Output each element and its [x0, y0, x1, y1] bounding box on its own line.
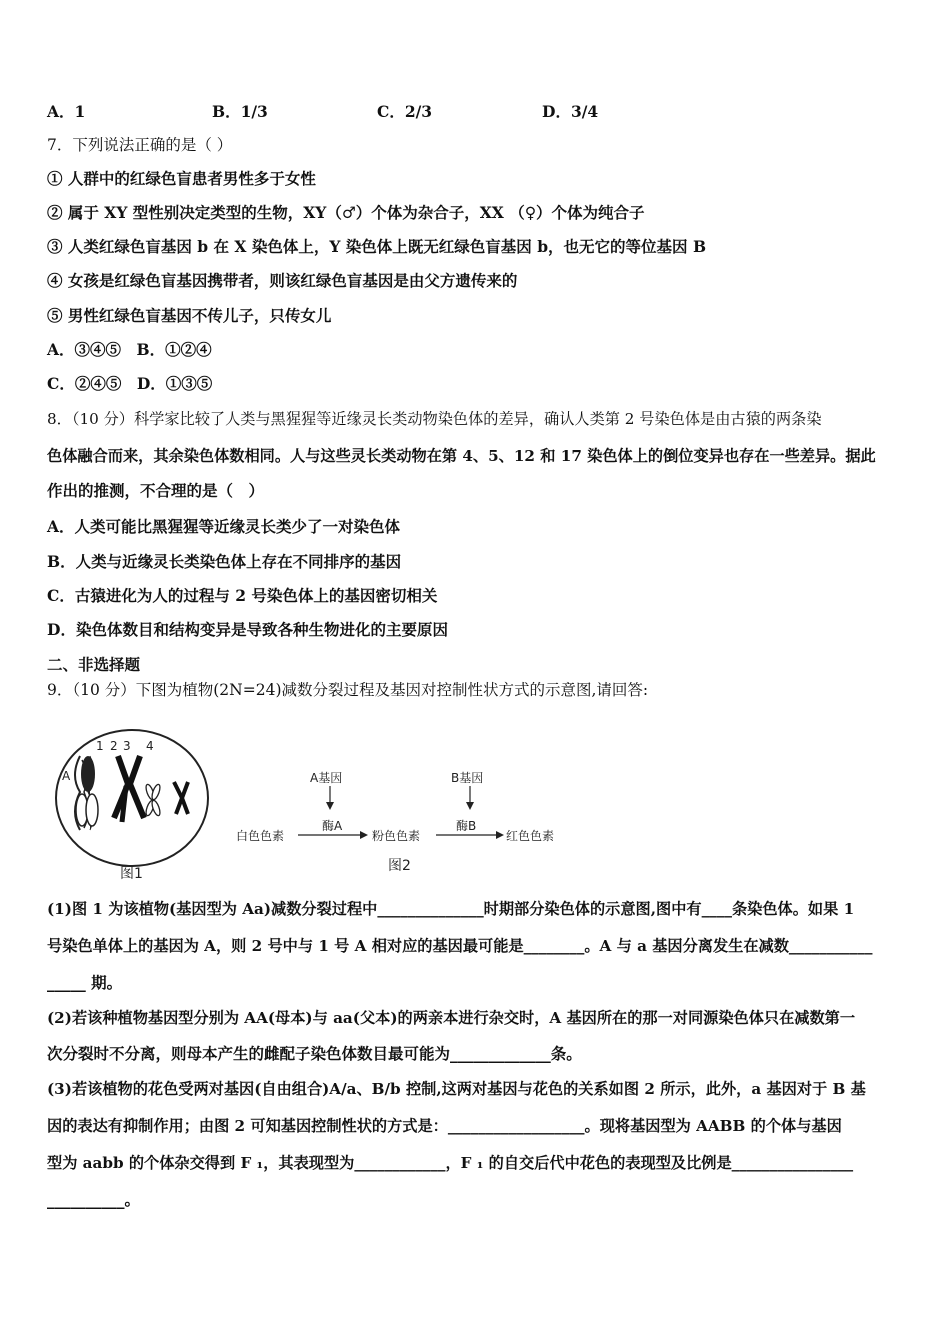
reaction-arrowhead-2	[496, 831, 504, 839]
q6-option-a: A．1	[47, 102, 86, 121]
white-pigment: 白色色素	[236, 829, 285, 843]
q7-item-3: ③ 人类红绿色盲基因 b 在 X 染色体上，Y 染色体上既无红绿色盲基因 b，也无它的等位基因 B	[47, 237, 707, 256]
q9-part1-line-2: 号染色单体上的基因为 A，则 2 号中与 1 号 A 相对应的基因最可能是________。A 与 a 基因分离发生在减数___________	[47, 937, 873, 955]
chromosome-number-2: 2	[110, 739, 118, 753]
q6-option-c: C．2/3	[377, 102, 433, 121]
q7-options-ab: A．③④⑤ B．①②④	[47, 340, 212, 359]
q8-option-c: C．古猿进化为人的过程与 2 号染色体上的基因密切相关	[47, 586, 438, 605]
q9-part2-line-1: (2)若该种植物基因型分别为 AA(母本)与 aa(父本)的两亲本进行杂交时，A 基因所在的那一对同源染色体只在减数第一	[47, 1009, 856, 1027]
q7-stem: 7．下列说法正确的是（ ）	[47, 136, 233, 154]
figure-2-caption: 图2	[388, 858, 411, 874]
q7-item-2: ② 属于 XY 型性别决定类型的生物，XY（♂）个体为杂合子，XX （♀）个体为纯合子	[47, 203, 645, 222]
homolog-pair-right	[114, 756, 144, 822]
q9-part3-line-2: 因的表达有抑制作用；由图 2 可知基因控制性状的方式是：__________________。现将基因型为 AABB 的个体与基因	[47, 1117, 842, 1135]
q8-option-d: D．染色体数目和结构变异是导致各种生物进化的主要原因	[47, 620, 448, 639]
chromosome-number-4: 4	[146, 739, 154, 753]
q9-part1-line-3: _____ 期。	[47, 973, 123, 992]
small-chromosome-black	[174, 782, 188, 814]
chromosome-number-1: 1	[96, 739, 104, 753]
q9-part1-line-1: (1)图 1 为该植物(基因型为 Aa)减数分裂过程中______________时期部分染色体的示意图,图中有____条染色体。如果 1	[47, 900, 855, 918]
reaction-arrowhead-1	[360, 831, 368, 839]
figure-1-chromosomes	[52, 726, 212, 886]
q7-item-4: ④ 女孩是红绿色盲基因携带者，则该红绿色盲基因是由父方遗传来的	[47, 271, 518, 290]
gene-b-arrowhead	[466, 802, 474, 810]
figure-2-pathway	[232, 768, 582, 878]
gene-b-label: B基因	[451, 771, 484, 785]
pink-pigment: 粉色色素	[372, 829, 421, 843]
q8-option-b: B．人类与近缘灵长类染色体上存在不同排序的基因	[47, 552, 402, 571]
small-chromosome-white	[144, 783, 161, 816]
gene-a-label: A基因	[310, 771, 343, 785]
q9-part3-line-4: __________。	[47, 1190, 141, 1209]
section-heading: 二、非选择题	[47, 655, 141, 674]
q9-part3-line-3: 型为 aabb 的个体杂交得到 F ₁，其表现型为____________，F ₁ 的自交后代中花色的表现型及比例是________________	[47, 1154, 854, 1172]
q6-option-d: D．3/4	[542, 102, 599, 121]
gene-a-arrowhead	[326, 802, 334, 810]
figure-1-caption: 图1	[120, 866, 143, 882]
q7-item-1: ① 人群中的红绿色盲患者男性多于女性	[47, 169, 316, 188]
enzyme-b-label: 酶B	[456, 819, 477, 833]
q8-stem-line-3: 作出的推测，不合理的是（ ）	[47, 481, 265, 500]
q9-part3-line-1: (3)若该植物的花色受两对基因(自由组合)A/a、B/b 控制,这两对基因与花色的关系如图 2 所示，此外，a 基因对于 B 基	[47, 1080, 866, 1098]
enzyme-a-label: 酶A	[322, 819, 343, 833]
q8-stem-line-2: 色体融合而来，其余染色体数相同。人与这些灵长类动物在第 4、5、12 和 17 染色体上的倒位变异也存在一些差异。据此	[47, 447, 876, 465]
chromosome-number-3: 3	[123, 739, 131, 753]
q8-option-a: A．人类可能比黑猩猩等近缘灵长类少了一对染色体	[47, 517, 401, 536]
red-pigment: 红色色素	[506, 829, 555, 843]
q8-stem-line-1: 8．（10 分）科学家比较了人类与黑猩猩等近缘灵长类动物染色体的差异，确认人类第 2 号染色体是由古猿的两条染	[47, 410, 822, 428]
q7-item-5: ⑤ 男性红绿色盲基因不传儿子，只传女儿	[47, 306, 332, 325]
homolog-pair-left	[75, 756, 98, 830]
q9-part2-line-2: 次分裂时不分离，则母本产生的雌配子染色体数目最可能为_____________条。	[47, 1044, 582, 1063]
q6-option-b: B．1/3	[212, 102, 268, 121]
gene-label-a: A	[62, 769, 71, 783]
q9-stem: 9．（10 分）下图为植物(2N=24)减数分裂过程及基因对控制性状方式的示意图,请回答:	[47, 681, 649, 699]
q7-options-cd: C．②④⑤ D．①③⑤	[47, 374, 213, 393]
